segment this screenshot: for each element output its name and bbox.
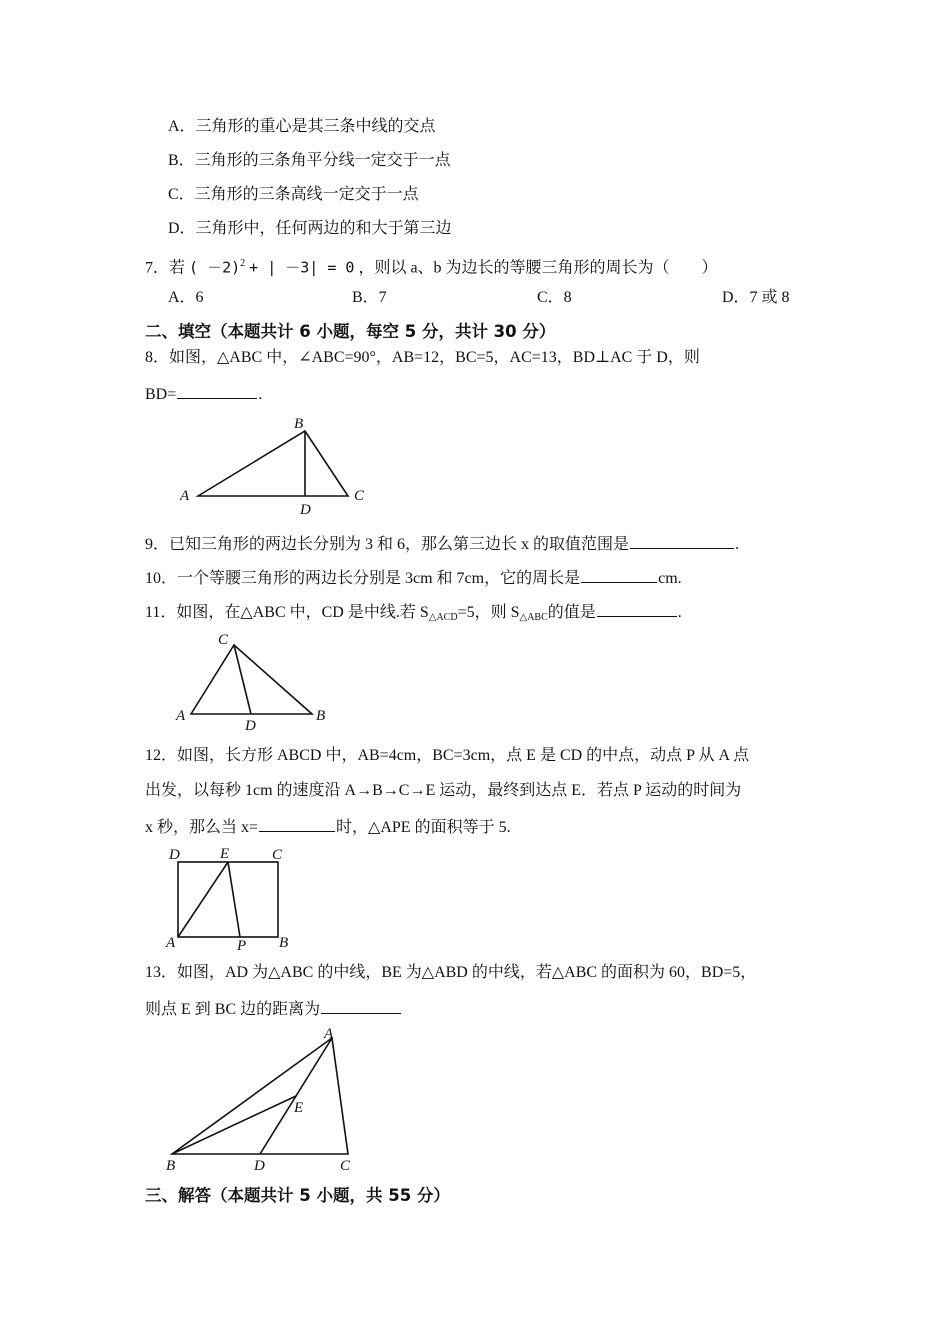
q12-label-c: C <box>272 847 283 863</box>
q6-option-b: B．三角形的三条角平分线一定交于一点 <box>168 152 451 169</box>
q12-answer-blank <box>259 815 335 832</box>
q6-option-c: C．三角形的三条高线一定交于一点 <box>168 186 419 203</box>
q12-line1: 12．如图，长方形 ABCD 中，AB=4cm，BC=3cm，点 E 是 CD 的中点，动点 P 从 A 点 <box>145 747 750 764</box>
q12-line3 <box>145 815 511 838</box>
q12-line2: 出发，以每秒 1cm 的速度沿 A→B→C→E 运动，最终到达点 E．若点 P 运动的时间为 <box>145 782 742 799</box>
q10-text: 10．一个等腰三角形的两边长分别是 3cm 和 7cm，它的周长是 <box>145 570 581 587</box>
q8-label-a: A <box>180 488 190 504</box>
q13-line2 <box>145 997 402 1020</box>
q12-label-b: B <box>279 935 289 951</box>
q10 <box>145 566 682 589</box>
q8-line1: 8．如图，△ABC 中，∠ABC=90°，AB=12，BC=5，AC=13，BD⊥AC 于 D，则 <box>145 349 700 366</box>
q8-figure <box>170 410 380 520</box>
q8-label-d: D <box>300 502 311 518</box>
q13-line1: 13．如图，AD 为△ABC 的中线，BE 为△ABD 的中线，若△ABC 的面积为 60，BD=5， <box>145 964 757 981</box>
q11-figure <box>170 628 340 738</box>
q6-option-a: A．三角形的重心是其三条中线的交点 <box>168 118 436 135</box>
q7-stem <box>145 254 718 278</box>
q7-option-d: D．7 或 8 <box>722 289 790 306</box>
q8-answer-prefix: BD= <box>145 386 177 403</box>
q11-end: . <box>677 604 682 621</box>
q11 <box>145 600 682 628</box>
q12-line3-pre: x 秒，那么当 x= <box>145 819 259 836</box>
q7-exponent: 2 <box>240 258 246 269</box>
q7-expr-mid: + | －3| = 0 <box>249 258 355 277</box>
q7-expr-left: ( －2) <box>189 258 241 277</box>
q13-label-a: A <box>324 1026 334 1042</box>
q13-figure <box>160 1024 375 1174</box>
q8-label-c: C <box>354 488 365 504</box>
q7-option-a: A．6 <box>168 289 204 306</box>
q12-line3-post: 时，△APE 的面积等于 5. <box>336 819 511 836</box>
q8-answer-end: . <box>258 386 263 403</box>
q13-label-c: C <box>340 1158 351 1174</box>
q8-triangle <box>198 431 348 496</box>
q9-end: . <box>735 536 740 553</box>
q11-median-cd <box>234 645 251 714</box>
q11-label-d: D <box>245 718 256 734</box>
q11-label-a: A <box>176 708 186 724</box>
q9-text: 9．已知三角形的两边长分别为 3 和 6，那么第三边长 x 的取值范围是 <box>145 536 630 553</box>
section2-heading: 二、填空（本题共计 6 小题，每空 5 分，共计 30 分） <box>145 322 556 341</box>
q9-answer-blank <box>630 532 734 549</box>
q12-label-p: P <box>237 938 247 954</box>
q12-rectangle <box>178 862 278 937</box>
q13-label-e: E <box>294 1100 304 1116</box>
q12-figure <box>160 842 310 954</box>
q7-number: 7．若 <box>145 259 186 277</box>
q12-label-d: D <box>169 847 180 863</box>
q11-triangle <box>191 645 312 714</box>
q13-answer-blank <box>321 997 401 1014</box>
q9 <box>145 532 739 555</box>
q6-option-d: D．三角形中，任何两边的和大于第三边 <box>168 220 452 237</box>
section3-heading: 三、解答（本题共计 5 小题，共 55 分） <box>145 1186 450 1205</box>
q8-label-b: B <box>294 416 304 432</box>
q13-label-d: D <box>254 1158 265 1174</box>
q13-label-b: B <box>166 1158 176 1174</box>
q12-segment-ep <box>228 862 240 937</box>
q11-mid: =5，则 S <box>457 604 520 621</box>
q7-option-c: C．8 <box>537 289 572 306</box>
q12-label-a: A <box>166 935 176 951</box>
q7-tail: ，则以 a、b 为边长的等腰三角形的周长为（ ） <box>358 259 718 277</box>
q11-pre: 11．如图，在△ABC 中，CD 是中线.若 S <box>145 604 429 621</box>
q11-answer-blank <box>597 600 677 617</box>
q11-label-b: B <box>316 708 326 724</box>
q10-answer-blank <box>581 566 657 583</box>
q13-line2-text: 则点 E 到 BC 边的距离为 <box>145 1001 321 1018</box>
q7-option-b: B．7 <box>352 289 387 306</box>
q11-sub-abc: △ABC <box>519 612 548 623</box>
q10-end: cm. <box>658 570 682 587</box>
q12-label-e: E <box>220 846 230 862</box>
q12-segment-ae <box>178 862 228 937</box>
q8-answer-blank <box>177 382 257 399</box>
q11-label-c: C <box>218 632 229 648</box>
q8-line2 <box>145 382 262 405</box>
q11-post: 的值是 <box>547 604 596 621</box>
q11-sub-acd: △ACD <box>428 612 458 623</box>
